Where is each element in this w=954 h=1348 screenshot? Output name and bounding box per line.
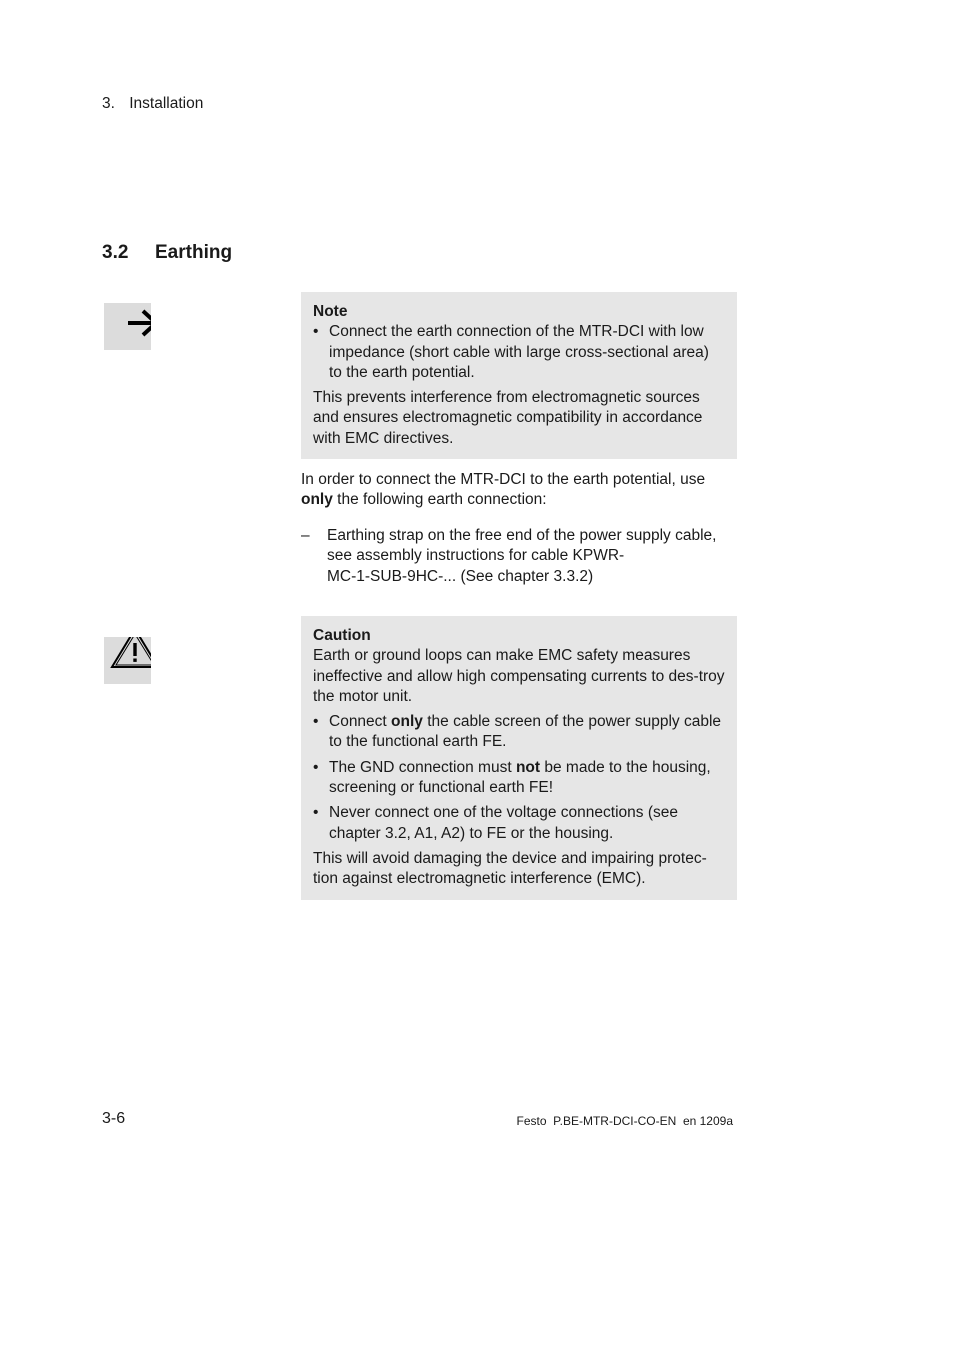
section-title: Earthing bbox=[155, 242, 233, 263]
caution-bullet-1 bbox=[313, 712, 725, 753]
caution-icon-box bbox=[104, 637, 151, 684]
dash-list-item bbox=[301, 526, 737, 587]
note-text: This prevents interference from electromagnetic sources and ensures electromagnetic compatibility in accordance with EMC directives. bbox=[313, 389, 703, 447]
caution-bullet-1-bold: only bbox=[391, 713, 423, 731]
dash-marker: – bbox=[301, 527, 310, 544]
note-icon-box bbox=[104, 303, 151, 350]
caution-callout bbox=[301, 616, 737, 900]
dash-line2: see assembly instructions for cable KPWR- bbox=[327, 547, 625, 565]
note-title: Note bbox=[313, 303, 348, 320]
page-number: 3-6 bbox=[102, 1110, 126, 1127]
bullet-marker: • bbox=[313, 804, 319, 822]
dash-line3: MC-1-SUB-9HC-... (See chapter 3.3.2) bbox=[327, 567, 594, 585]
note-bullet-text: Connect the earth connection of the MTR-DCI with low impedance (short cable with large cross-sectional area) to the earth potential. bbox=[329, 323, 709, 381]
warning-triangle-icon bbox=[104, 637, 151, 684]
caution-bullet-2-post: be made to the housing, screening or functional earth FE! bbox=[329, 758, 711, 797]
dash-item-text bbox=[301, 526, 737, 587]
bullet-marker: • bbox=[313, 713, 319, 731]
intro-bold: only bbox=[301, 491, 333, 509]
intro-paragraph bbox=[301, 470, 737, 511]
caution-closing: This will avoid damaging the device and impairing protec-tion against electromagnetic interference (EMC). bbox=[313, 849, 707, 888]
note-bullet bbox=[313, 322, 725, 383]
caution-intro: Earth or ground loops can make EMC safety measures ineffective and allow high compensating currents to des-troy the motor unit. bbox=[313, 647, 725, 705]
intro-line2: the following earth connection: bbox=[332, 491, 547, 509]
bullet-marker: • bbox=[313, 758, 319, 776]
section-number: 3.2 bbox=[102, 242, 129, 263]
arrow-right-icon bbox=[104, 303, 151, 350]
bullet-marker: • bbox=[313, 323, 319, 341]
note-callout bbox=[301, 292, 737, 459]
caution-bullet-3 bbox=[313, 803, 725, 844]
section-heading bbox=[102, 242, 232, 264]
caution-bullet-2-pre: The GND connection must bbox=[329, 758, 516, 776]
caution-bullet-1-post: the cable screen of the power supply cable to the functional earth FE. bbox=[329, 713, 722, 751]
caution-bullet-2-bold: not bbox=[515, 758, 541, 776]
caution-bullet-2 bbox=[313, 758, 725, 799]
caution-bullet-3-text: Never connect one of the voltage connections (see chapter 3.2, A1, A2) to FE or the housing. bbox=[329, 804, 678, 842]
document-reference: Festo P.BE-MTR-DCI-CO-EN en 1209a bbox=[516, 1114, 733, 1128]
chapter-number: 3. bbox=[102, 95, 115, 112]
caution-title: Caution bbox=[313, 627, 371, 644]
caution-bullet-1-pre: Connect bbox=[329, 713, 392, 731]
dash-line1: Earthing strap on the free end of the power supply cable, bbox=[327, 527, 717, 544]
intro-line1: In order to connect the MTR-DCI to the earth potential, use bbox=[301, 471, 706, 488]
running-header bbox=[102, 95, 203, 113]
chapter-title: Installation bbox=[129, 95, 204, 112]
